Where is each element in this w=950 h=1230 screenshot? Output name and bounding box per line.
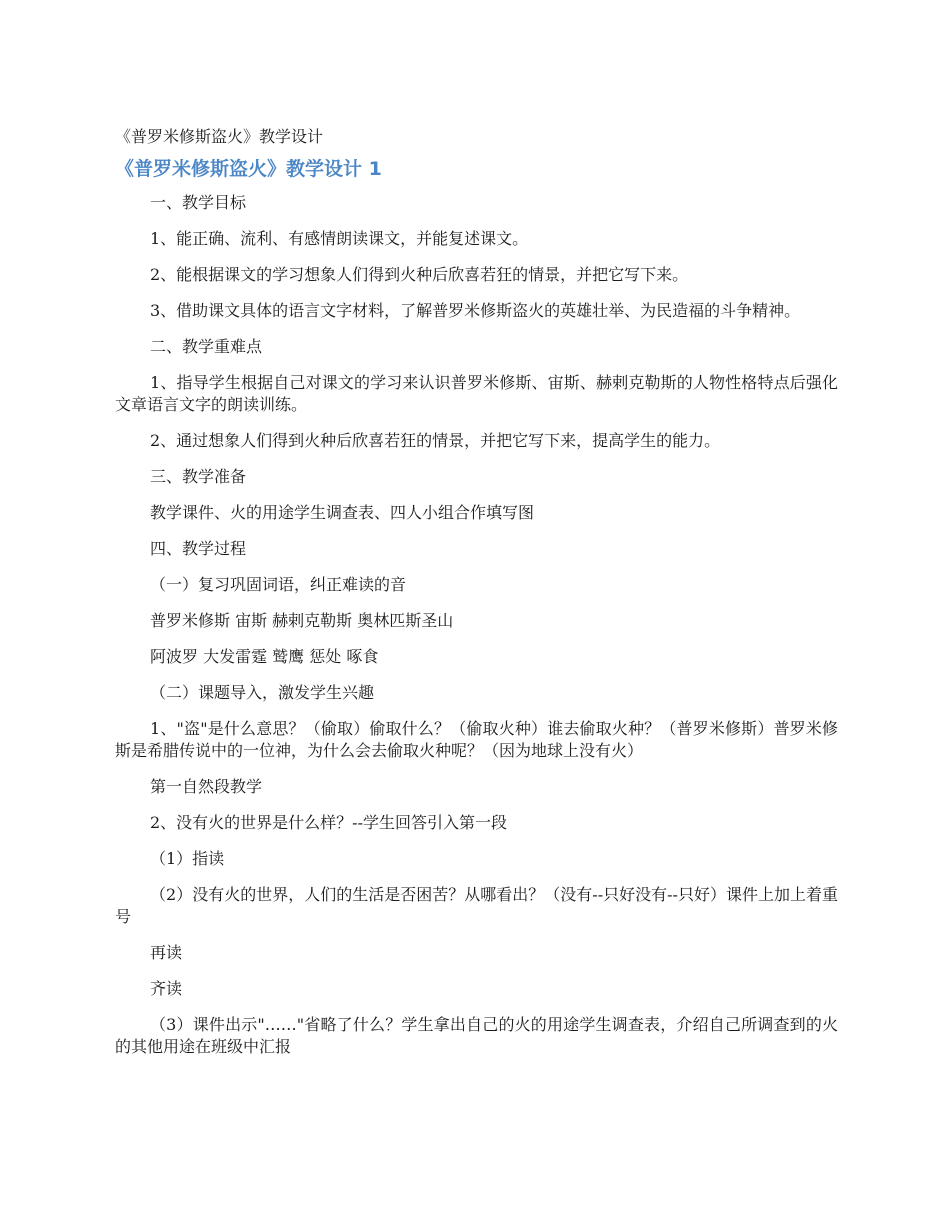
paragraph: 三、教学准备 [150,467,247,486]
paragraph: 1、"盗"是什么意思？（偷取）偷取什么？（偷取火种）谁去偷取火种？（普罗米修斯）普罗米修斯是希腊传说中的一位神，为什么会去偷取火种呢？（因为地球上没有火） [115,719,838,760]
paragraph: （一）复习巩固词语，纠正难读的音 [150,575,407,594]
paragraph: 二、教学重难点 [150,337,263,356]
paragraph: 2、能根据课文的学习想象人们得到火种后欣喜若狂的情景，并把它写下来。 [150,265,689,284]
paragraph: 再读 [150,943,183,962]
paragraph: 教学课件、火的用途学生调查表、四人小组合作填写图 [150,503,535,522]
paragraph: 四、教学过程 [150,539,247,558]
section-heading: 《普罗米修斯盗火》教学设计 1 [115,158,382,180]
paragraph: 2、没有火的世界是什么样？--学生回答引入第一段 [150,813,507,832]
paragraph: 第一自然段教学 [150,777,263,796]
paragraph: 1、指导学生根据自己对课文的学习来认识普罗米修斯、宙斯、赫剌克勒斯的人物性格特点后强化文章语言文字的朗读训练。 [115,373,838,414]
paragraph: （1）指读 [150,849,225,868]
paragraph: 阿波罗 大发雷霆 鹫鹰 惩处 啄食 [150,647,379,666]
paragraph: 普罗米修斯 宙斯 赫剌克勒斯 奥林匹斯圣山 [150,611,454,630]
paragraph: （二）课题导入，激发学生兴趣 [150,683,375,702]
paragraph: （3）课件出示"……"省略了什么？学生拿出自己的火的用途学生调查表，介绍自己所调查到的火的其他用途在班级中汇报 [115,1015,838,1056]
paragraph: 3、借助课文具体的语言文字材料，了解普罗米修斯盗火的英雄壮举、为民造福的斗争精神。 [150,301,801,320]
paragraph: 齐读 [150,979,183,998]
document-title: 《普罗米修斯盗火》教学设计 [115,127,324,146]
paragraph: 一、教学目标 [150,193,247,212]
paragraph: 2、通过想象人们得到火种后欣喜若狂的情景，并把它写下来，提高学生的能力。 [150,431,721,450]
paragraph: 1、能正确、流利、有感情朗读课文，并能复述课文。 [150,229,529,248]
paragraph: （2）没有火的世界，人们的生活是否困苦？从哪看出？（没有--只好没有--只好）课件上加上着重号 [115,885,838,926]
